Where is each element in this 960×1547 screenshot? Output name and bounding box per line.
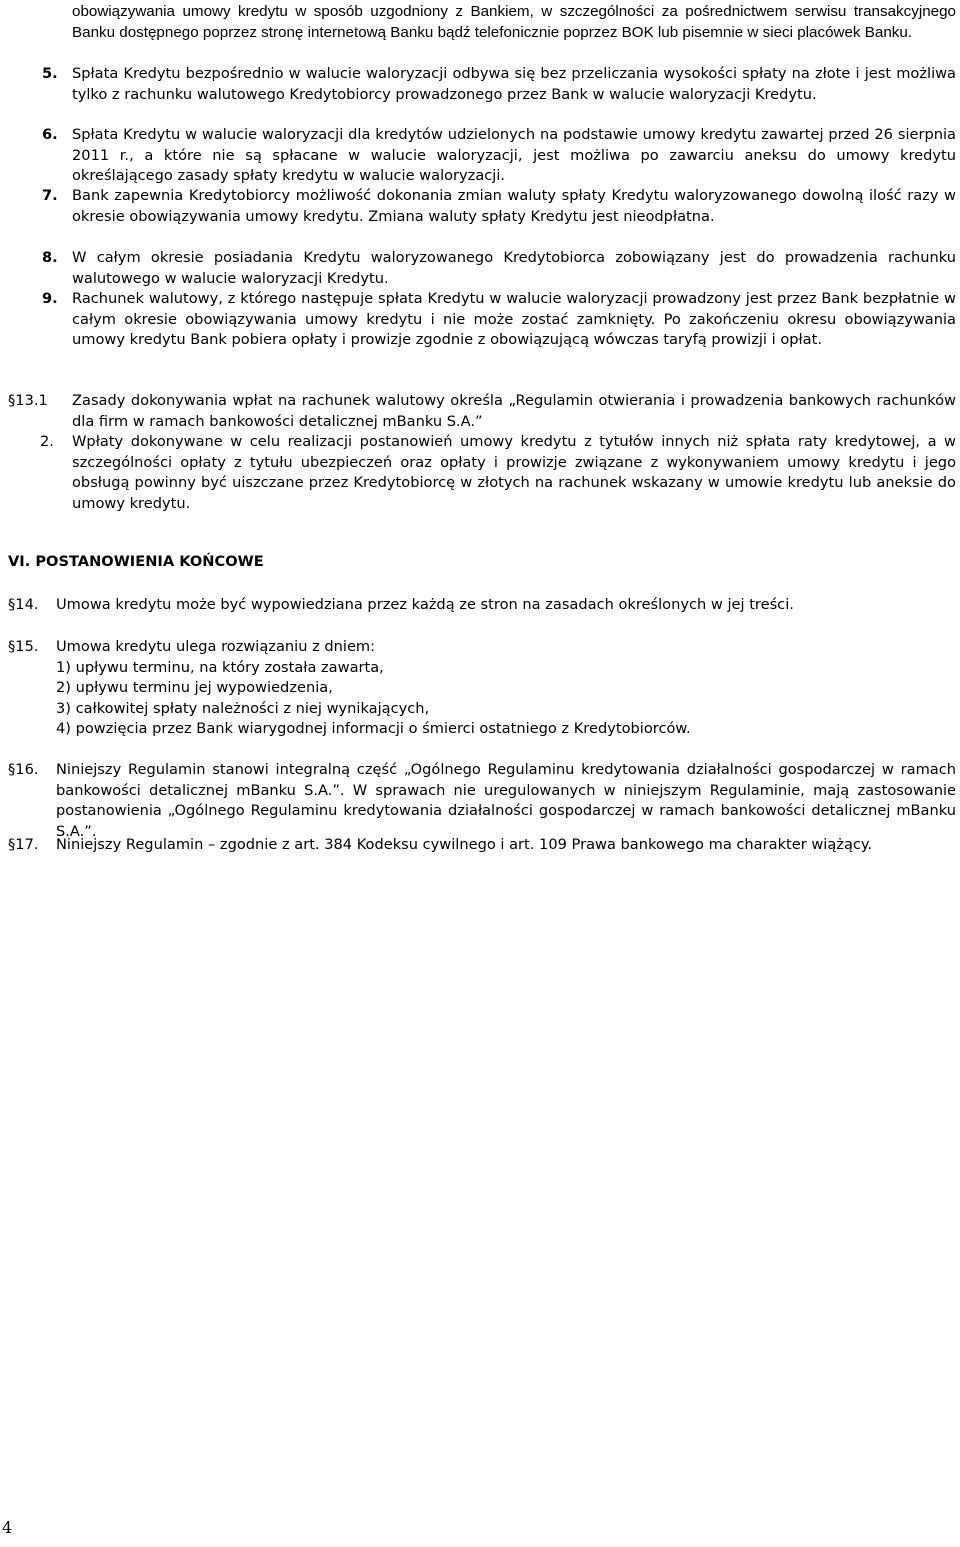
item-number: 8. (42, 249, 58, 266)
item-text: Rachunek walutowy, z którego następuje spłata Kredytu w walucie waloryzacji prowadzony jest przez Bank bezpłatnie w całym okresie obowiązywania umowy kredytu i nie może zostać zamknięty. Po zakończeniu okresu obowiązywania umowy kredytu Bank pobiera opłaty i prowizje zgodnie z obowiązującą wówczas taryfą prowizji i opłat. (72, 290, 956, 348)
item-text: Bank zapewnia Kredytobiorcy możliwość dokonania zmian waluty spłaty Kredytu waloryzowanego dowolną ilość razy w okresie obowiązywania umowy kredytu. Zmiana waluty spłaty Kredytu jest nieodpłatna. (72, 187, 956, 225)
section-text: Umowa kredytu może być wypowiedziana przez każdą ze stron na zasadach określonych w jej treści. (56, 596, 794, 613)
section-16 (8, 760, 956, 842)
section-17 (8, 835, 956, 856)
section-text: Umowa kredytu ulega rozwiązaniu z dniem: (56, 638, 376, 655)
item-number: 7. (42, 187, 58, 204)
section-number: §16. (8, 761, 39, 778)
list-item: 1) upływu terminu, na który została zawarta, (56, 658, 384, 676)
item-text: Spłata Kredytu w walucie waloryzacji dla kredytów udzielonych na podstawie umowy kredytu zawartej przed 26 sierpnia 2011 r., a które nie są spłacane w walucie waloryzacji, jest możliwa po zawarciu aneksu do umowy kredytu określającego zasady spłaty kredytu w walucie waloryzacji. (72, 126, 956, 184)
item-number: 5. (42, 65, 58, 82)
list-item-9 (42, 289, 956, 351)
section-number: 2. (40, 433, 54, 450)
section-text: Wpłaty dokonywane w celu realizacji postanowień umowy kredytu z tytułów innych niż spłata raty kredytowej, a w szczególności opłaty z tytułu ubezpieczeń oraz opłaty i prowizje związane z wykonywaniem umowy kredytu i jego obsługą powinny być uiszczane przez Kredytobiorcę w złotych na rachunek wskazany w umowie kredytu lub aneksie do umowy kredytu. (72, 433, 956, 512)
section-14 (8, 595, 956, 616)
item-text: Spłata Kredytu bezpośrednio w walucie waloryzacji odbywa się bez przeliczania wysokości spłaty na złote i jest możliwa tylko z rachunku walutowego Kredytobiorcy prowadzonego przez Bank w walucie waloryzacji Kredytu. (72, 65, 956, 103)
section-15 (8, 637, 956, 740)
section-text: Niniejszy Regulamin – zgodnie z art. 384 Kodeksu cywilnego i art. 109 Prawa bankowego ma charakter wiążący. (56, 836, 873, 853)
section-number: §15. (8, 638, 39, 655)
section-13-2 (40, 432, 956, 514)
list-item: 2) upływu terminu jej wypowiedzenia, (56, 679, 333, 696)
item-number: 6. (42, 126, 58, 143)
intro-paragraph (72, 2, 956, 43)
section-number: §13.1 (8, 392, 48, 409)
item-number: 9. (42, 290, 58, 307)
list-item-5 (42, 64, 956, 105)
list-item: 4) powzięcia przez Bank wiarygodnej informacji o śmierci ostatniego z Kredytobiorców. (56, 720, 691, 737)
termination-conditions-list (56, 658, 956, 740)
section-text: Niniejszy Regulamin stanowi integralną część „Ogólnego Regulaminu kredytowania działalności gospodarczej w ramach bankowości detalicznej mBanku S.A.”. W sprawach nie uregulowanych w niniejszym Regulaminie, mają zastosowanie postanowienia „Ogólnego Regulaminu kredytowania działalności gospodarczej w ramach bankowości detalicznej mBanku S.A.”. (56, 761, 956, 840)
list-item: 3) całkowitej spłaty należności z niej wynikających, (56, 699, 430, 717)
chapter-heading: VI. POSTANOWIENIA KOŃCOWE (8, 553, 264, 570)
section-13-1 (8, 391, 956, 432)
page-number: 4 (2, 1518, 13, 1537)
intro-text: obowiązywania umowy kredytu w sposób uzgodniony z Bankiem, w szczególności za pośrednictwem serwisu transakcyjnego Banku dostępnego poprzez stronę internetową Banku bądź telefonicznie poprzez BOK lub pisemnie w sieci placówek Banku. (72, 3, 956, 41)
list-item-8 (42, 248, 956, 289)
item-text: W całym okresie posiadania Kredytu waloryzowanego Kredytobiorca zobowiązany jest do prowadzenia rachunku walutowego w walucie waloryzacji Kredytu. (72, 249, 956, 287)
section-text: Zasady dokonywania wpłat na rachunek walutowy określa „Regulamin otwierania i prowadzenia bankowych rachunków dla firm w ramach bankowości detalicznej mBanku S.A.” (72, 392, 956, 430)
section-number: §17. (8, 836, 39, 853)
list-item-6 (42, 125, 956, 187)
list-item-7 (42, 186, 956, 227)
section-number: §14. (8, 596, 39, 613)
